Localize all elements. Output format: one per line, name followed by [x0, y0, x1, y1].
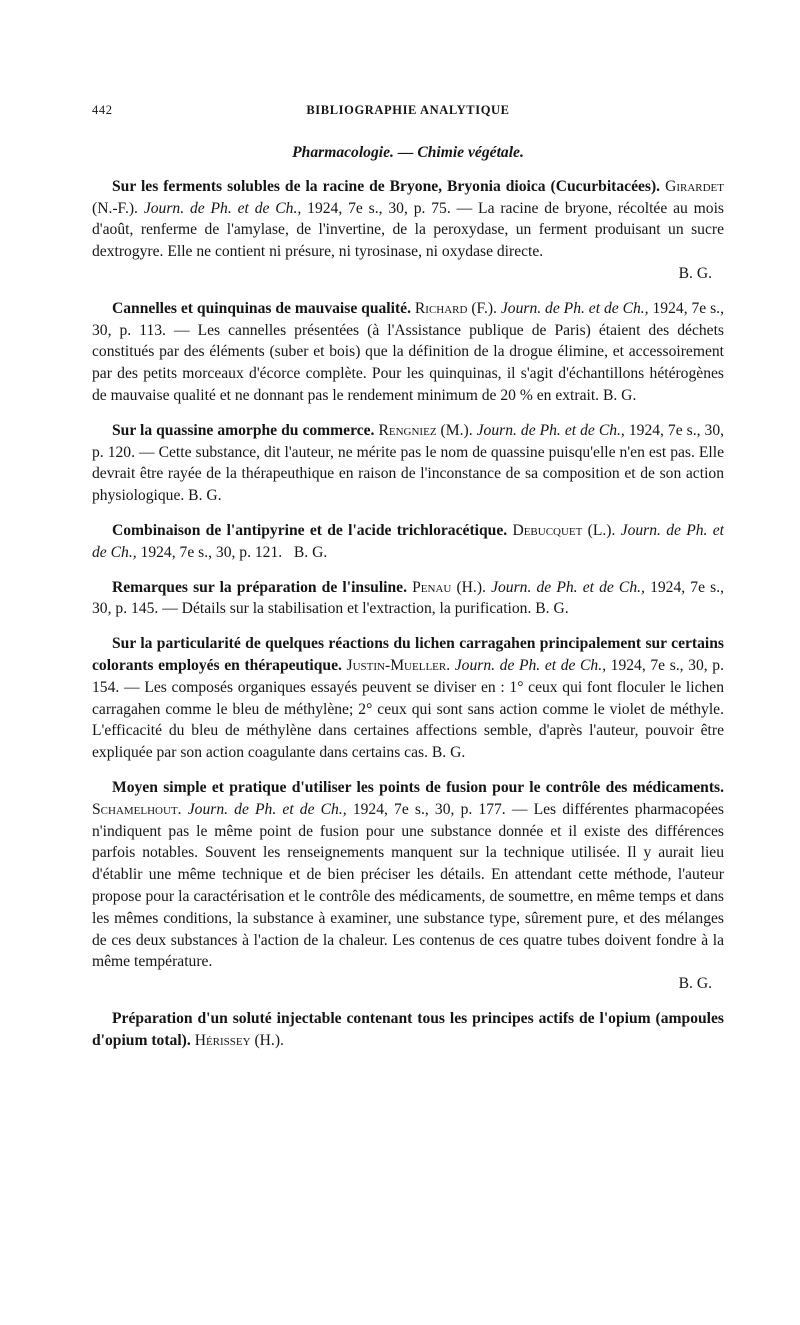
entry-abstract: — La racine de bryone, récoltée au mois d'août, renferme de l'amylase, de l'invertine, de la peroxydase, un ferment produisant un sucre dextrogyre. Elle ne contient ni présure, ni tyrosinase, ni oxydase directe. [92, 199, 724, 261]
entry-signature: B. G. [602, 386, 637, 404]
entry-journal: Journ. de Ph. et de Ch., [454, 656, 607, 674]
entry-citation: 1924, 7e s., 30, p. 145. [92, 578, 724, 618]
entry-author: Schamelhout. [92, 800, 182, 818]
entry-citation: 1924, 7e s., 30, p. 154. [92, 656, 724, 696]
bibliography-entry [92, 633, 724, 764]
entry-signature: B. G. [293, 543, 328, 561]
entry-journal: Journ. de Ph. et de Ch., [187, 800, 347, 818]
entry-journal: Journ. de Ph. et de Ch., [500, 299, 649, 317]
entry-abstract: — Les composés organiques essayés peuvent se diviser en : 1° ceux qui font floculer le lichen carragahen comme le bleu de méthylène; 2° ceux qui sont sans action comme le violet de méthyle. L'efficacité du bleu de méthylène dans certaines affections semble, d'après l'auteur, pouvoir être expliquée par son action coagulante dans certains cas. [92, 678, 725, 762]
entry-citation: 1924, 7e s., 30, p. 75. [307, 199, 451, 217]
section-title: Pharmacologie. — Chimie végétale. [292, 144, 524, 161]
running-title: BIBLIOGRAPHIE ANALYTIQUE [306, 103, 510, 117]
entry-title: Combinaison de l'antipyrine et de l'acide trichloracétique. [112, 521, 508, 539]
entry-journal: Journ. de Ph. et de Ch., [476, 421, 625, 439]
entry-author: Penau (H.). [412, 578, 486, 596]
entry-title: Sur les ferments solubles de la racine de Bryone, Bryonia dioica (Cucurbitacées). [112, 177, 661, 195]
bibliography-entry [92, 520, 724, 564]
entry-abstract: — Les cannelles présentées (à l'Assistance publique de Paris) étaient des déchets constitués par des éléments (suber et bois) que la définition de la drogue élimine, et accessoirement par des petits morceaux d'écorce complète. Pour les quinquinas, il s'agit d'échantillons hétérogènes de mauvaise qualité et ne donnant pas le rendement minimum de 20 % en extrait. [92, 321, 724, 404]
page-body [92, 96, 724, 1064]
entry-journal: Journ. de Ph. et de Ch., [143, 199, 302, 217]
page-number: 442 [92, 103, 113, 117]
entry-title: Préparation d'un soluté injectable contenant tous les principes actifs de l'opium (ampoules d'opium total). [92, 1009, 724, 1049]
bibliography-entry [92, 176, 724, 285]
entry-citation: 1924, 7e s., 30, p. 121. [140, 543, 283, 561]
entry-author: Debucquet (L.). [512, 521, 616, 539]
entry-title: Sur la particularité de quelques réactions du lichen carragahen principalement sur certains colorants employés en thérapeutique. [92, 635, 724, 674]
bibliography-entry [92, 1008, 724, 1052]
entry-abstract: — Cette substance, dit l'auteur, ne mérite pas le nom de quassine puisqu'elle n'en est pas. Elle devrait être rayée de la thérapeuthique en raison de l'inconstance de sa composition et de son action physiologique. [92, 443, 725, 505]
entry-citation: 1924, 7e s., 30, p. 177. [352, 800, 506, 818]
running-header [92, 96, 724, 118]
entry-signature: B. G. [678, 264, 712, 282]
entry-journal: Journ. de Ph. et de Ch., [491, 578, 645, 596]
entry-signature: B. G. [535, 600, 569, 618]
entry-author: Rengniez (M.). [378, 421, 473, 439]
entry-title: Moyen simple et pratique d'utiliser les points de fusion pour le contrôle des médicaments. [112, 778, 724, 796]
bibliography-entry [92, 420, 724, 507]
entry-citation: 1924, 7e s., 30, p. 120. [92, 421, 725, 461]
entry-author: Girardet (N.-F.). [92, 177, 724, 217]
entry-abstract: — Les différentes pharmacopées n'indiquent pas le même point de fusion pour une substance donnée et il existe des différences parfois notables. Souvent les renseignements manquent sur la technique utilisée. Il y aurait lieu d'établir une même technique et de bien préciser les détails. En attendant cette méthode, l'auteur propose pour la caractérisation et le contrôle des médicaments, de soumettre, en même temps et dans les mêmes conditions, la substance à examiner, une substance type, sûrement pure, et des mélanges de ces deux substances à l'action de la chaleur. Les contenus de ces quatre tubes doivent fondre à la même température. [92, 800, 724, 971]
entry-title: Sur la quassine amorphe du commerce. [112, 421, 375, 439]
entry-citation: 1924, 7e s., 30, p. 113. [92, 299, 724, 339]
entry-signature: B. G. [188, 487, 222, 505]
bibliography-entry [92, 298, 724, 407]
entry-signature: B. G. [431, 744, 466, 762]
entry-author: Richard (F.). [414, 299, 497, 317]
entry-title: Remarques sur la préparation de l'insuline. [112, 578, 407, 596]
bibliography-entry [92, 577, 724, 621]
entry-title: Cannelles et quinquinas de mauvaise qualité. [112, 299, 411, 317]
entry-author: Justin-Mueller. [346, 656, 451, 674]
entry-signature: B. G. [678, 975, 712, 993]
bibliography-entry [92, 777, 724, 995]
entry-author: Hérissey (H.). [194, 1031, 284, 1049]
entry-journal: Journ. de Ph. et de Ch., [92, 521, 724, 561]
entry-abstract: — Détails sur la stabilisation et l'extraction, la purification. [162, 600, 532, 618]
